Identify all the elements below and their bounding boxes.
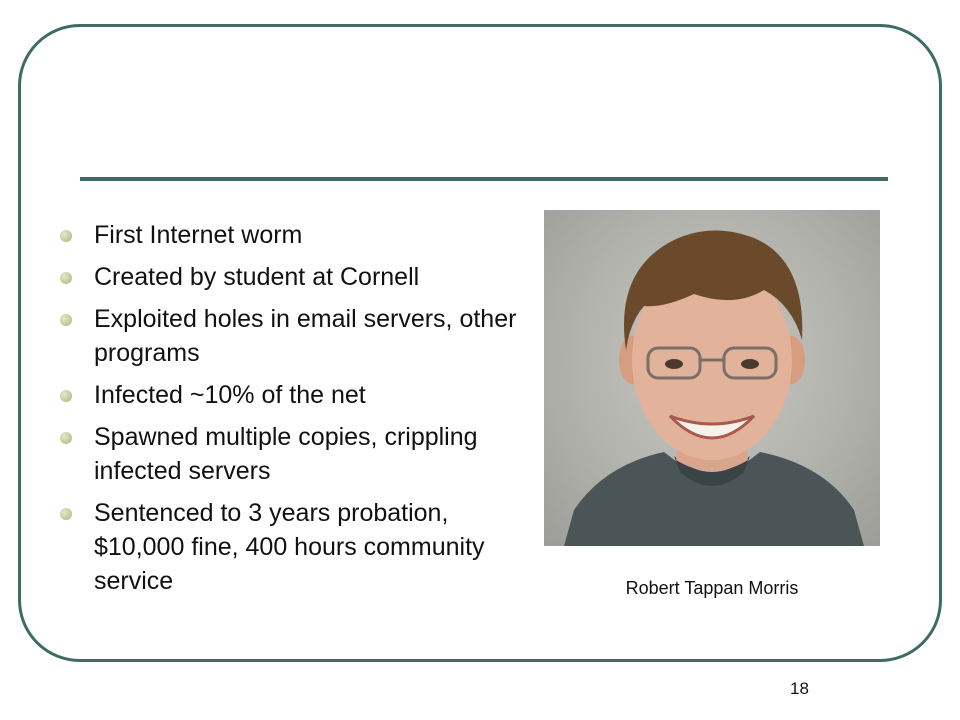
bullet-text: Infected ~10% of the net <box>94 381 366 409</box>
bullet-item <box>60 420 530 488</box>
bullet-text: Sentenced to 3 years probation, $10,000 fine, 400 hours community service <box>94 499 485 595</box>
bullet-item <box>60 218 530 252</box>
page-number: 18 <box>790 679 809 698</box>
bullet-text: First Internet worm <box>94 221 303 249</box>
bullet-dot-icon <box>60 432 72 444</box>
bullet-dot-icon <box>60 390 72 402</box>
bullet-dot-icon <box>60 508 72 520</box>
bullet-text: Exploited holes in email servers, other programs <box>94 305 517 367</box>
bullet-text: Created by student at Cornell <box>94 263 420 291</box>
bullet-item <box>60 302 530 370</box>
portrait-photo <box>544 210 880 546</box>
portrait-illustration <box>544 210 880 546</box>
left-eye <box>665 359 683 369</box>
photo-caption: Robert Tappan Morris <box>625 578 799 598</box>
bullet-item <box>60 378 530 412</box>
bullet-dot-icon <box>60 314 72 326</box>
bullet-item <box>60 260 530 294</box>
bullet-text: Spawned multiple copies, crippling infected servers <box>94 423 478 485</box>
bullet-dot-icon <box>60 230 72 242</box>
bullet-dot-icon <box>60 272 72 284</box>
bullet-list <box>60 218 530 606</box>
right-eye <box>741 359 759 369</box>
title-divider <box>80 177 888 181</box>
bullet-item <box>60 496 530 598</box>
